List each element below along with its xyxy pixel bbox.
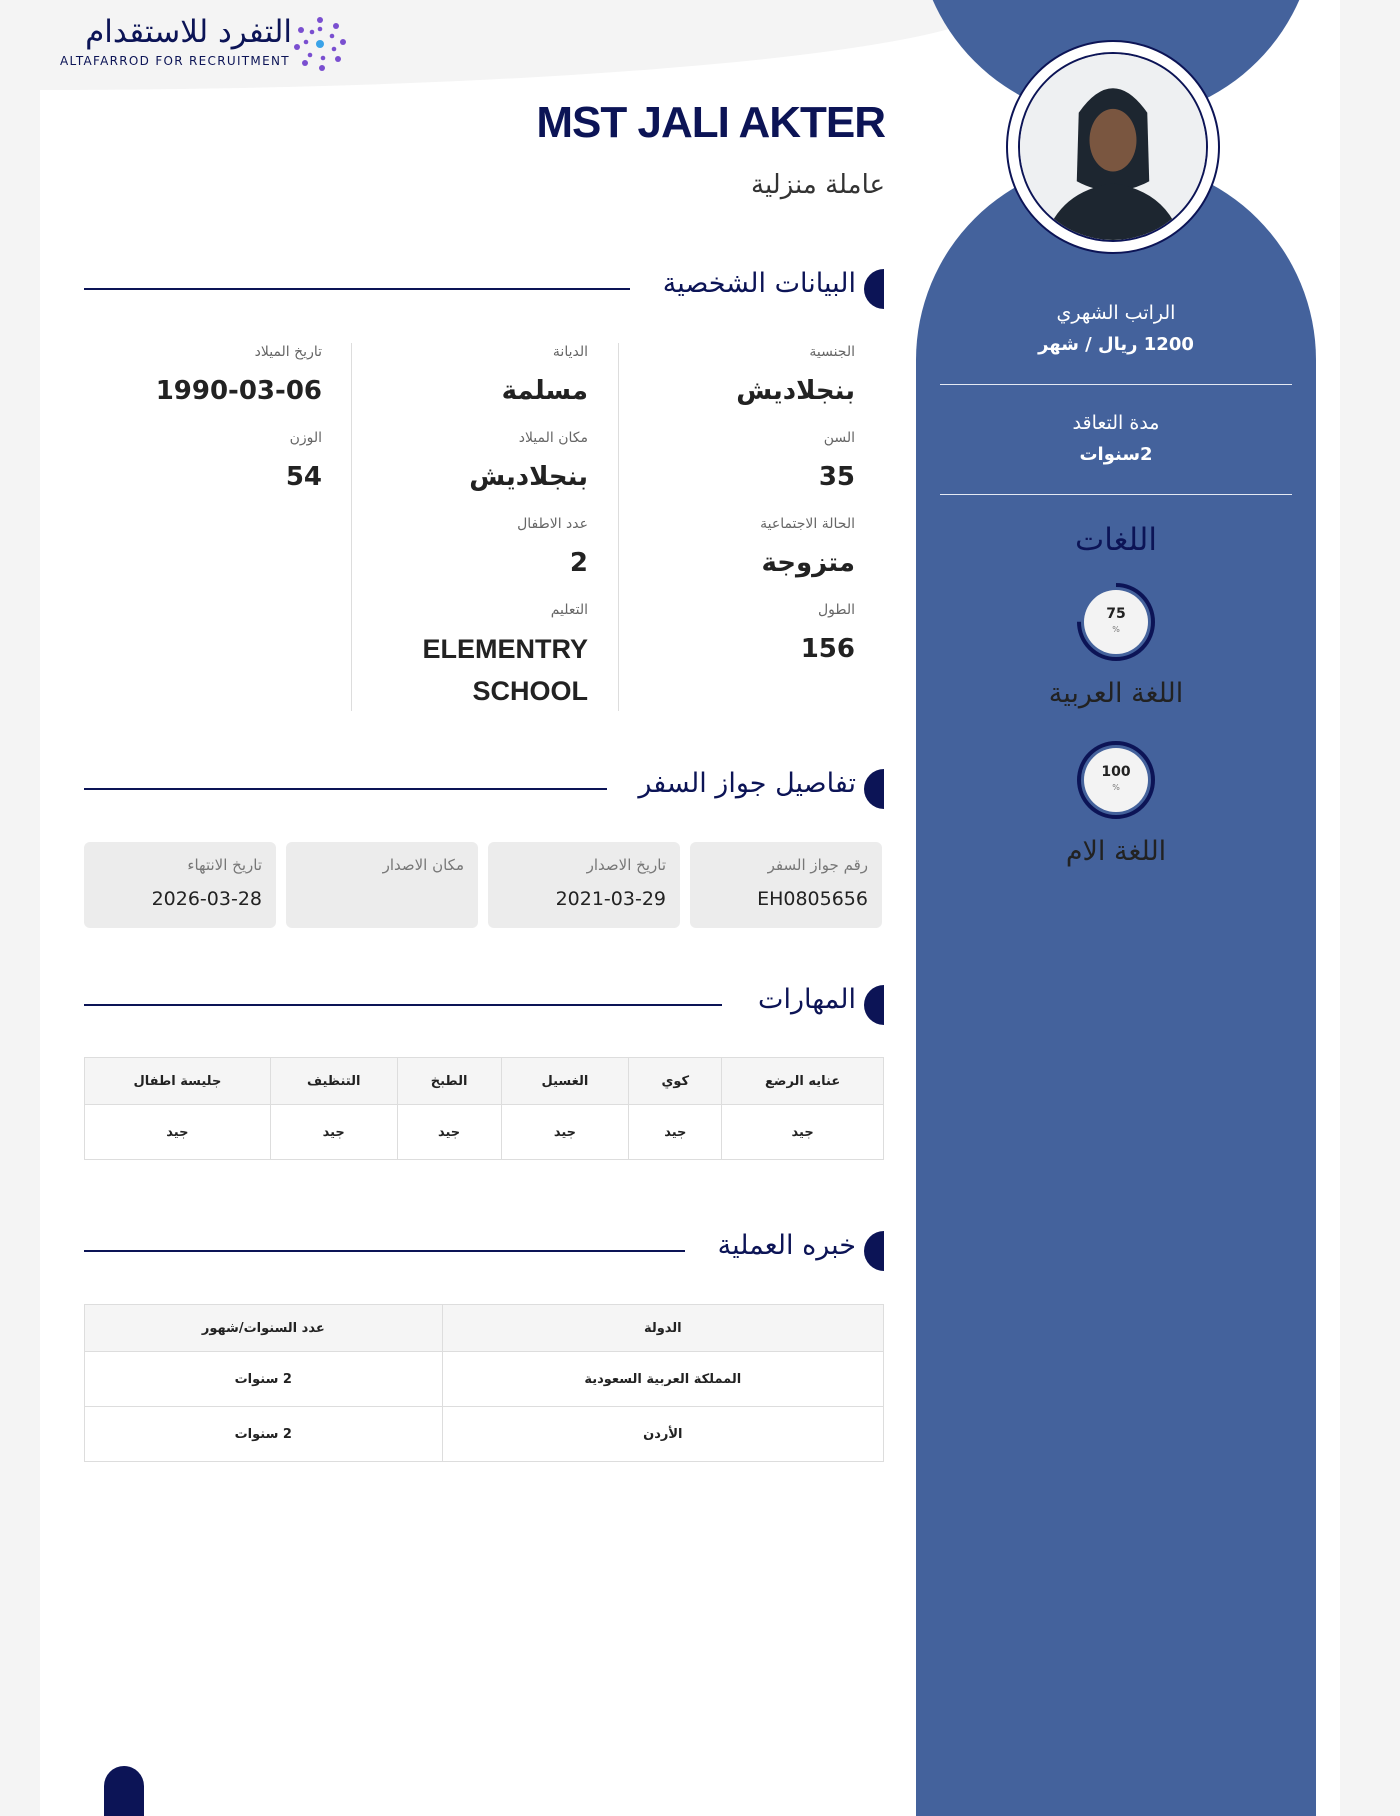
company-logo — [60, 14, 360, 74]
field-value: 2 — [569, 548, 588, 578]
table-header-cell: جليسة اطفال — [85, 1058, 271, 1105]
field-education — [380, 602, 588, 712]
field-value: مسلمة — [501, 376, 588, 406]
table-cell: الأردن — [442, 1407, 883, 1462]
passport-field-label: تاريخ الاصدار — [586, 856, 666, 874]
field-label: مكان الميلاد — [518, 430, 588, 446]
salary-value: 1200 ريال / شهر — [1038, 334, 1194, 355]
table-header-cell: الغسيل — [501, 1058, 629, 1105]
logo-mark-icon — [292, 16, 348, 72]
profile-photo — [1018, 52, 1208, 242]
passport-field-label: تاريخ الانتهاء — [187, 856, 262, 874]
field-label: عدد الاطفال — [517, 516, 588, 532]
passport-field-label: مكان الاصدار — [382, 856, 464, 874]
section-bullet-icon — [864, 769, 884, 809]
logo-english-text: ALTAFARROD FOR RECRUITMENT — [60, 54, 290, 68]
language-name: اللغة الام — [1065, 836, 1167, 867]
skills-table — [84, 1057, 884, 1160]
language-ring-native — [1076, 740, 1156, 820]
sidebar — [916, 160, 1316, 1816]
percent-unit: % — [1112, 783, 1120, 792]
profile-photo-frame — [1006, 40, 1220, 254]
contract-label: مدة التعاقد — [1072, 412, 1160, 434]
field-label: الديانة — [552, 344, 588, 360]
field-children — [380, 516, 588, 584]
field-height — [640, 602, 855, 670]
contract-value: 2سنوات — [1079, 444, 1153, 465]
passport-field-value: 2021-03-29 — [555, 888, 666, 910]
table-cell: جيد — [722, 1105, 884, 1160]
section-bullet-icon — [864, 985, 884, 1025]
language-name: اللغة العربية — [1048, 678, 1184, 709]
logo-arabic-text: التفرد للاستقدام — [85, 14, 292, 50]
passport-expiry-date-box — [84, 842, 276, 928]
section-bullet-icon — [864, 269, 884, 309]
section-experience-header — [84, 1230, 884, 1272]
field-age — [640, 430, 855, 498]
table-cell: جيد — [270, 1105, 397, 1160]
field-value: 156 — [800, 634, 855, 664]
field-label: السن — [823, 430, 855, 446]
field-value: 54 — [285, 462, 322, 492]
field-value: بنجلاديش — [736, 376, 855, 406]
table-cell: جيد — [501, 1105, 629, 1160]
language-percent: 100 — [1101, 764, 1131, 780]
candidate-job-title: عاملة منزلية — [751, 170, 885, 200]
sidebar-divider — [940, 384, 1292, 385]
table-cell: 2 سنوات — [85, 1407, 443, 1462]
table-header-cell: عنايه الرضع — [722, 1058, 884, 1105]
sidebar-divider — [940, 494, 1292, 495]
table-header-cell: عدد السنوات/شهور — [85, 1305, 443, 1352]
languages-title: اللغات — [1075, 522, 1157, 558]
table-header-row — [85, 1058, 884, 1105]
field-label: الطول — [817, 602, 855, 618]
page-margin — [1358, 0, 1400, 1816]
field-value: بنجلاديش — [469, 462, 588, 492]
table-cell: المملكة العربية السعودية — [442, 1352, 883, 1407]
column-divider — [618, 343, 619, 711]
section-divider — [84, 1250, 685, 1252]
field-label: التعليم — [550, 602, 588, 618]
field-label: تاريخ الميلاد — [254, 344, 322, 360]
table-header-cell: كوي — [629, 1058, 722, 1105]
table-header-cell: الطبخ — [397, 1058, 501, 1105]
section-title: المهارات — [758, 984, 856, 1015]
field-label: الوزن — [289, 430, 322, 446]
language-ring-arabic — [1076, 582, 1156, 662]
table-cell: جيد — [85, 1105, 271, 1160]
field-value: 35 — [818, 462, 855, 492]
section-title: البيانات الشخصية — [662, 268, 856, 299]
table-cell: 2 سنوات — [85, 1352, 443, 1407]
passport-issue-date-box — [488, 842, 680, 928]
section-personal-header — [84, 268, 884, 310]
section-divider — [84, 788, 607, 790]
candidate-name: MST JALI AKTER — [536, 98, 885, 147]
field-value: 1990-03-06 — [155, 376, 322, 406]
passport-number-box — [690, 842, 882, 928]
section-passport-header — [84, 768, 884, 810]
page-tab-decoration — [104, 1766, 144, 1816]
table-cell: جيد — [397, 1105, 501, 1160]
language-percent: 75 — [1106, 606, 1126, 622]
passport-field-value: EH0805656 — [757, 888, 868, 910]
passport-field-label: رقم جواز السفر — [767, 856, 868, 874]
table-header-cell: التنظيف — [270, 1058, 397, 1105]
table-header-row — [85, 1305, 884, 1352]
field-value: متزوجة — [761, 548, 855, 578]
salary-label: الراتب الشهري — [1056, 302, 1176, 324]
field-religion — [380, 344, 588, 412]
person-silhouette-icon — [1020, 54, 1206, 240]
table-cell: جيد — [629, 1105, 722, 1160]
section-title: خبره العملية — [717, 1230, 856, 1261]
field-weight — [120, 430, 322, 498]
field-birth-place — [380, 430, 588, 498]
field-label: الجنسية — [809, 344, 855, 360]
passport-field-value: 2026-03-28 — [151, 888, 262, 910]
field-value: ELEMENTRY SCHOOL — [422, 634, 588, 706]
field-nationality — [640, 344, 855, 412]
table-header-cell: الدولة — [442, 1305, 883, 1352]
table-row — [85, 1352, 884, 1407]
experience-table — [84, 1304, 884, 1462]
section-divider — [84, 1004, 722, 1006]
section-skills-header — [84, 984, 884, 1026]
column-divider — [351, 343, 352, 711]
table-row — [85, 1105, 884, 1160]
field-label: الحالة الاجتماعية — [760, 516, 855, 532]
field-birth-date — [120, 344, 322, 412]
table-row — [85, 1407, 884, 1462]
percent-unit: % — [1112, 625, 1120, 634]
field-marital-status — [640, 516, 855, 584]
section-bullet-icon — [864, 1231, 884, 1271]
section-title: تفاصيل جواز السفر — [638, 768, 856, 799]
passport-issue-place-box — [286, 842, 478, 928]
section-divider — [84, 288, 630, 290]
progress-ring-icon — [1076, 582, 1156, 662]
progress-ring-icon — [1076, 740, 1156, 820]
